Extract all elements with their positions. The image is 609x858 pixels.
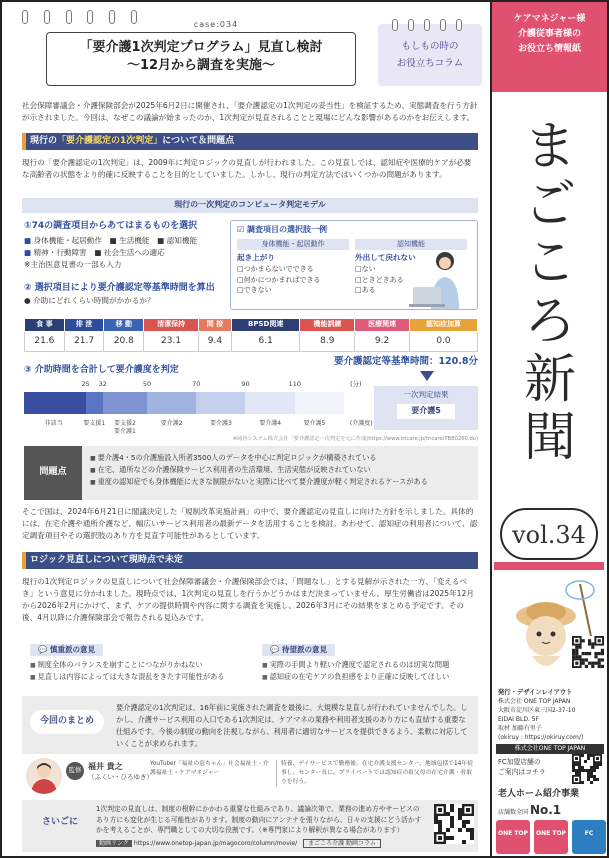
time-category-header: 食 事 — [25, 319, 65, 332]
step2-title: ② 選択項目により要介護認定等基準時間を算出 — [24, 283, 215, 293]
headline: 「要介護1次判定プログラム」見直し検討 〜12月から調査を実施〜 — [79, 40, 323, 74]
scale-tick: 25 — [81, 380, 90, 388]
company-bar: 株式会社ONE TOP JAPAN — [496, 744, 604, 754]
step1 — [24, 220, 224, 272]
onetop-logo: ONE TOP — [496, 820, 530, 854]
time-category-header: 排 泄 — [64, 319, 104, 332]
time-category-header: 間 接 — [198, 319, 231, 332]
onetop-logo: ONE TOP — [534, 820, 568, 854]
target-ribbon: ケアマネジャー様 介護従事者様の お役立ち情報紙 — [492, 2, 607, 92]
supervisor-bio: 特養、デイサービスで勤務後、在宅介護支援センター、地域包括で14年従事し、センター長に。プライベートでは認知症の祖父母の在宅介護・看取りを行う。 — [276, 760, 474, 787]
masthead: ま ご こ ろ 新 聞 — [523, 117, 576, 469]
time-value: 9.4 — [198, 332, 231, 352]
example-col-cognitive: 認知機能 外出して戻れない □ない □ときどきある □ある — [355, 239, 473, 296]
model-title: 現行の一次判定のコンピュータ判定モデル — [22, 198, 478, 213]
supervisor — [22, 758, 478, 798]
care-level-segment — [147, 392, 196, 414]
volume-badge: vol.34 — [500, 508, 598, 560]
problem-tag: 問題点 — [24, 446, 82, 500]
example-choices-box — [230, 220, 478, 310]
care-level-label: 要介護2 — [160, 420, 183, 427]
source-note: ※岡谷システム株式会社「要介護認定一次判定を元に作成(https://www.tricare.jp/tricare/TBB0260.do) — [232, 436, 478, 442]
care-level-label: 要支援2 要介護1 — [114, 420, 136, 436]
scale-tick: 50 — [142, 380, 152, 388]
column-note-card — [378, 24, 482, 86]
step3 — [24, 364, 294, 376]
time-value: 23.1 — [144, 332, 199, 352]
section-heading-current: 現行の「要介護認定の1次判定」について＆問題点 — [22, 133, 478, 150]
note-line-2: お役立ちコラム — [396, 58, 464, 70]
time-value: 21.6 — [25, 332, 65, 352]
closing-body: 1次判定の見直しは、制度の根幹にかかわる重要な仕組みであり、議論次第で、業務の進め方やサービスのあり方にも変化が生じる可能性があります。制度の動向にアンテナを張りながら、日々の支援にどう活かすかを考えることが、専門職としての大切な役割です。（※専門家により解釈が異なる場合があります） — [96, 805, 422, 835]
brand-logos — [496, 820, 606, 854]
header — [16, 10, 482, 96]
checkbox-icon: ☑ — [237, 225, 247, 234]
opinion-item: ■ 実際の手間より軽い介護度で認定されるのは切実な問題 — [262, 659, 478, 671]
time-value: 8.9 — [300, 332, 355, 352]
example-title: ☑ 調査項目の選択肢一例 — [237, 225, 327, 234]
side-column — [490, 0, 609, 858]
publisher-credits: 発行・デザインレイアウト 株式会社 ONE TOP JAPAN 大阪市淀川区東三国2-37-10 EIDAI BLD. 5F 取材 加藤有里子 (okiruy : https://okiruy.com/) — [498, 689, 584, 742]
video-link-row — [96, 840, 426, 848]
scale-unit: (分) — [350, 380, 362, 388]
time-value: 6.1 — [231, 332, 300, 352]
fc-qr-code[interactable] — [572, 754, 602, 784]
business-name: 老人ホーム紹介事業 — [498, 789, 580, 799]
care-level-scale — [24, 378, 373, 436]
video-qr-code[interactable] — [434, 804, 474, 844]
fc-logo: FC — [572, 820, 606, 854]
opinions — [30, 644, 478, 692]
closing-box — [22, 800, 478, 852]
scale-tick: 32 — [98, 380, 107, 388]
problem-box — [24, 446, 478, 500]
cautious-opinions: 💬 慎重派の意見 ■ 制度全体のバランスを崩すことにつながりかねない ■ 見直しは内容によっては大きな混乱をきたす可能性がある — [30, 644, 246, 692]
time-category-header: 清潔保持 — [144, 319, 199, 332]
care-level-label: 要介護4 — [259, 420, 282, 427]
section-heading-logic: ロジック見直しについて現時点で未定 — [22, 552, 478, 569]
step1-item: ■ 身体機能・起居動作 ■ 生活機能 ■ 認知機能 — [24, 236, 198, 246]
care-level-label: 要介護5 — [303, 420, 326, 427]
result-value: 要介護5 — [397, 404, 455, 419]
problem-item: ■ 要介護4・5の介護施設入所者3500人のデータを中心に判定ロジックが構築されている — [90, 452, 474, 464]
video-link-label: 動画リンク — [96, 840, 132, 847]
speech-bubble-icon: 💬 — [270, 645, 282, 654]
result-label: 一次判定結果 — [403, 390, 449, 399]
opinion-item: ■ 制度全体のバランスを崩すことにつながりかねない — [30, 659, 246, 671]
supervisor-kana: （ふくい・ひろゆき） — [88, 773, 153, 781]
opinion-item: ■ 見直しは内容によっては大きな混乱をきたす可能性がある — [30, 671, 246, 683]
opinion-item: ■ 認知症の在宅ケアの負担感をより正確に反映してほしい — [262, 671, 478, 683]
video-link-url[interactable]: https://www.onetop-japan.jp/magocoro/column/movie/ — [133, 840, 298, 847]
supervisor-name: 福井 貴之 — [88, 762, 123, 771]
note-line-1: もしもの時の — [401, 41, 459, 52]
binder-rings — [22, 10, 137, 20]
avatar — [26, 758, 62, 794]
down-arrow-icon — [420, 371, 434, 381]
care-level-segment — [295, 392, 344, 414]
time-category-header: 医療関連 — [355, 319, 410, 332]
example-col-physical: 身体機能・起居動作 起き上がり □つかまらないでできる □何かにつかまればできる □できない — [237, 239, 355, 296]
fc-info: FC加盟店舗の ご案内はコチラ — [498, 758, 546, 776]
headline-box — [46, 32, 356, 86]
care-time-table — [24, 318, 478, 352]
judgement-result — [374, 386, 478, 430]
video-channel: まごころ介護 動画コラム — [303, 839, 381, 848]
step1-item: ■ 精神・行動障害 ■ 社会生活への適応 — [24, 248, 165, 258]
summary-body: 要介護認定の1次判定は、16年前に実施された調査を最後に、大規模な見直しが行われていませんでした。しかし、介護サービス利用の入口である1次判定は、ケアマネの業務や利用者支援のあり方にも直結する重要な仕組みです。今後の制度の動向を注視しながら、利用者に適切なサービスを提供できるよう、柔軟に対応していくことが求められます。 — [116, 703, 468, 748]
time-category-header: BPSD関連 — [231, 319, 300, 332]
care-level-bar — [24, 392, 344, 414]
company-qr-code[interactable] — [572, 636, 604, 668]
step3-title: ③ 介助時間を合計して要介護度を判定 — [24, 365, 179, 375]
care-level-label: (介護度) — [349, 420, 373, 427]
time-category-header: 機能訓練 — [300, 319, 355, 332]
problem-item: ■ 在宅、通所などの介護保険サービス利用者の生活環境、生活実態が反映されていない — [90, 464, 474, 476]
supervisor-tag: 監修 — [66, 762, 84, 780]
speech-bubble-icon: 💬 — [38, 645, 50, 654]
time-value: 20.8 — [104, 332, 144, 352]
time-category-header: 移 動 — [104, 319, 144, 332]
case-number: case:034 — [193, 20, 239, 29]
section2-body: 現行の1次判定ロジックの見直しについて社会保障審議会・介護保険部会では、「問題なし」とする見解が示された一方、「変えるべき」という意見に分かれました。現時点では、1次判定の見直しを行うかどうかはまだ決まっていません。厚生労働省は2025年12月から2026年2月にかけて、まず、ケアの提供時間や内容に関する調査を実施し、2026年3月にその結果をまとめる予定です。その後、4月以降に介護保険部会で報告される見込みです。 — [22, 577, 474, 623]
problem-item: ■ 重度の認知症でも身体機能に大きな制限がないと実際に比べて要介護度が軽く判定されるケースがある — [90, 476, 474, 488]
closing-tag: さいごに — [41, 817, 78, 827]
time-value: 0.0 — [409, 332, 477, 352]
care-level-label: 要介護3 — [210, 420, 232, 427]
store-rank: 店舗数全国 No.1 — [498, 803, 562, 817]
supervisor-title: YouTuber「福祉の窓ちゃん」社会福祉士・介護福祉士・ケアマネジャー — [150, 761, 269, 776]
standard-time: 要介護認定等基準時間：120.8分 — [333, 356, 478, 367]
step1-title: ①74の調査項目からあてはまるものを選択 — [24, 221, 198, 231]
step1-note: ※主治医意見書の一部も入力 — [24, 260, 122, 270]
care-level-label: 要支援1 — [83, 420, 106, 427]
care-level-segment — [24, 392, 86, 414]
time-value: 21.7 — [64, 332, 104, 352]
section1-body: 現行の「要介護認定の1次判定」は、2009年に判定ロジックの見直しが行われました。この見直しでは、認知症や医療的ケアが必要な高齢者の状態をより的確に反映することを目的としていました。しかし、現行の判定方法ではいくつかの問題があります。 — [22, 158, 472, 180]
person-laptop-illustration — [407, 247, 467, 309]
summary-tag: 今回のまとめ — [30, 710, 104, 734]
step2 — [24, 282, 224, 306]
time-value: 9.2 — [355, 332, 410, 352]
time-category-header: 認知症加算 — [409, 319, 477, 332]
intro-paragraph: 社会保障審議会・介護保険部会が2025年6月2日に開催され、「要介護認定の1次判定の妥当性」を検証するため、実態調査を行う方針が示されました。今回は、なぜこの議論が始まったのか、1次判定が見直されることと現場にどんな影響があるのかをお伝えします。 — [22, 101, 478, 123]
care-level-segment — [245, 392, 294, 414]
scale-tick: 110 — [288, 380, 301, 388]
waiting-opinions: 💬 待望派の意見 ■ 実際の手間より軽い介護度で認定されるのは切実な問題 ■ 認知症の在宅ケアの負担感をより正確に反映してほしい — [262, 644, 478, 692]
care-level-label: 非該当 — [44, 420, 63, 427]
care-level-segment — [86, 392, 103, 414]
summary-box — [22, 696, 478, 754]
volume-stripe — [494, 562, 604, 570]
care-level-segment — [103, 392, 147, 414]
scale-tick: 70 — [192, 380, 201, 388]
care-level-segment — [196, 392, 245, 414]
policy-paragraph: そこで国は、2024年6月21日に閣議決定した「規制改革実施計画」の中で、要介護認定の見直しに向けた方針を示しました。具体的には、在宅介護や通所介護など、幅広いサービス利用者の最新データを活用することを検討。あわせて、認知症の利用者について、認定調査項目やその選択肢のあり方を見直す可能性があるとしています。 — [22, 507, 478, 541]
scale-tick: 90 — [241, 380, 250, 388]
step2-sub: ● 介助にどれくらい時間がかかるか？ — [24, 296, 155, 306]
